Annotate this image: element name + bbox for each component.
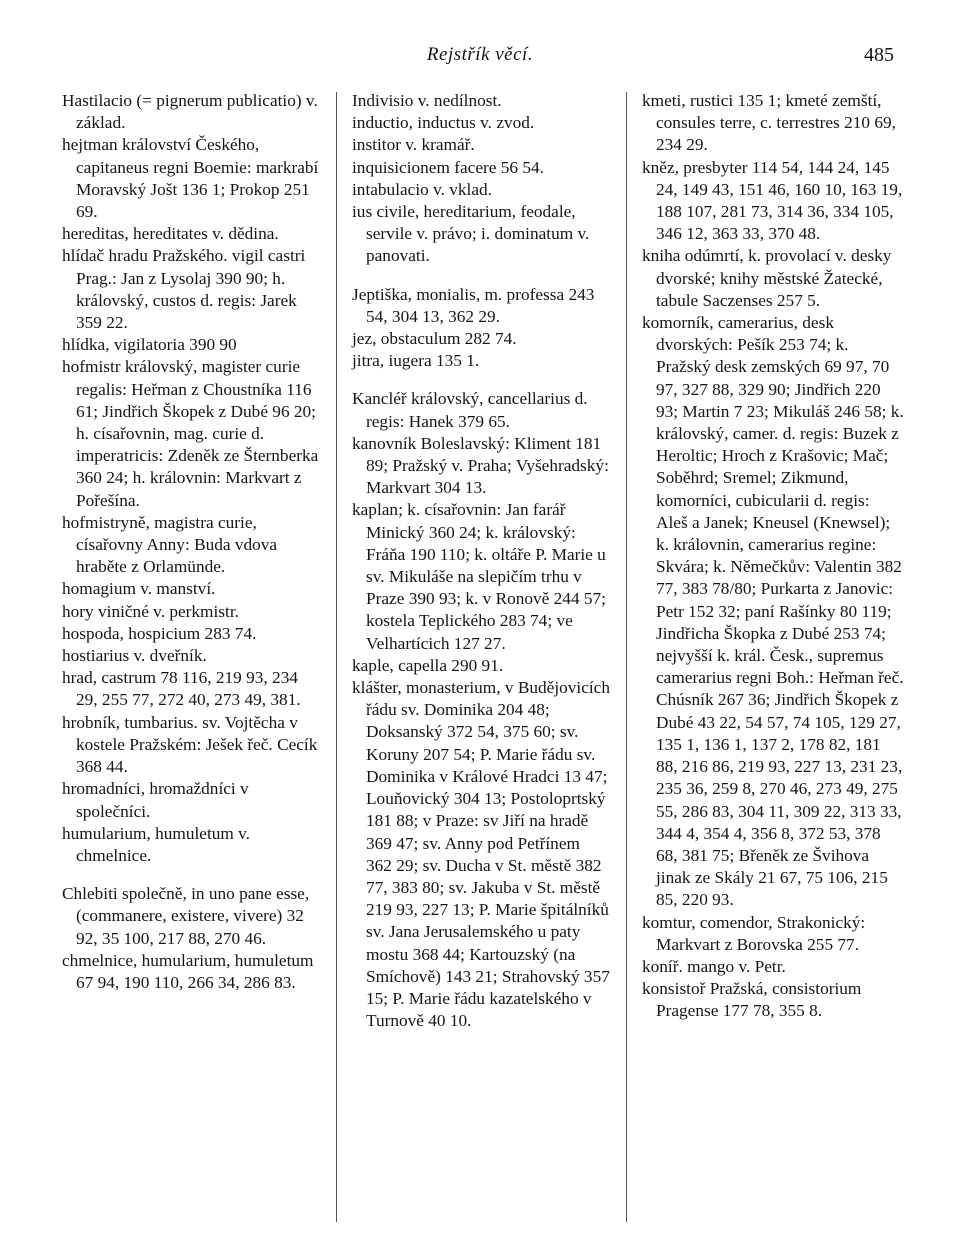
index-entry: kniha odúmrtí, k. provolací v. desky dvorské; knihy městské Žatecké, tabule Saczenses 257 5. xyxy=(642,246,892,310)
index-column-2 xyxy=(352,90,610,1032)
index-entry: hospoda, hospicium 283 74. xyxy=(62,623,257,643)
index-entry: hofmistryně, magistra curie, císařovny Anny: Buda vdova hraběte z Orlamünde. xyxy=(62,512,278,577)
index-entry: Indivisio v. nedílnost. xyxy=(352,91,502,110)
index-entry: klášter, monasterium, v Budějovicích řádu sv. Dominika 204 48; Doksanský 372 54, 375 60; sv. Koruny 207 54; P. Marie řádu sv. Dominika v Králové Hradci 13 47; Louňovický 304 13; Postoloprtský 181 88; v Praze: sv Jiří na hradě 369 47; sv. Anny pod Petřínem 362 29; sv. Ducha v St. městě 382 77, 383 80; sv. Jakuba v St. městě 219 93, 227 13; P. Marie špitálníků sv. Jana Jerusalemského u paty mostu 368 44; Kartouzský (na Smíchově) 143 21; Strahovský 357 15; P. Marie řádu kazatelského v Turnově 40 10. xyxy=(352,678,610,1031)
index-entry: chmelnice, humularium, humuletum 67 94, 190 110, 266 34, 286 83. xyxy=(62,950,314,992)
index-entry: hostiarius v. dveřník. xyxy=(62,646,207,666)
index-entry: ius civile, hereditarium, feodale, servile v. právo; i. dominatum v. panovati. xyxy=(352,202,590,266)
index-entry: kněz, presbyter 114 54, 144 24, 145 24, 149 43, 151 46, 160 10, 163 19, 188 107, 281 73, 314 36, 334 105, 346 12, 363 33, 370 48. xyxy=(642,157,903,244)
index-entry: Chlebiti společně, in uno pane esse, (commanere, existere, vivere) 32 92, 35 100, 217 88, 270 46. xyxy=(62,884,310,948)
index-entry: jitra, iugera 135 1. xyxy=(352,351,480,371)
index-entry: intabulacio v. vklad. xyxy=(352,179,492,199)
index-entry: kaplan; k. císařovnin: Jan farář Minický 360 24; k. královský: Fráňa 190 110; k. oltáře P. Marie u sv. Mikuláše na slepičím trhu v Praze 390 93; k. v Ronově 244 57; kostela Teplického 283 74; ve Velhartícich 127 27. xyxy=(352,500,606,653)
index-column-1 xyxy=(62,90,320,994)
index-entry: koníř. mango v. Petr. xyxy=(642,956,786,976)
index-entry: Jeptiška, monialis, m. professa 243 54, 304 13, 362 29. xyxy=(352,284,595,326)
index-entry: hrad, castrum 78 116, 219 93, 234 29, 255 77, 272 40, 273 49, 381. xyxy=(62,668,301,710)
index-entry: hofmistr královský, magister curie regalis: Heřman z Choustníka 116 61; Jindřich Škopek z Dubé 96 20; h. císařovnin, mag. curie d. imperatricis: Zdeněk ze Šternberka 360 24; h. královnin: Markvart z Pořešína. xyxy=(62,357,319,510)
index-entry: hlídka, vigilatoria 390 90 xyxy=(62,335,237,355)
index-entry: hromadníci, hromaždníci v společníci. xyxy=(62,779,249,821)
index-entry: Hastilacio (= pignerum publicatio) v. základ. xyxy=(62,91,318,133)
index-entry: kaple, capella 290 91. xyxy=(352,655,504,675)
column-rule xyxy=(336,92,337,1222)
running-head-title: Rejstřík věcí. xyxy=(426,44,534,65)
index-entry: inquisicionem facere 56 54. xyxy=(352,157,544,177)
index-entry: hereditas, hereditates v. dědina. xyxy=(62,224,279,244)
running-head xyxy=(0,44,960,74)
index-entry: humularium, humuletum v. chmelnice. xyxy=(62,823,250,865)
index-entry: kanovník Boleslavský: Kliment 181 89; Pražský v. Praha; Vyšehradský: Markvart 304 13. xyxy=(352,433,609,498)
index-entry: hejtman království Českého, capitaneus regni Boemie: markrabí Moravský Jošt 136 1; Prokop 251 69. xyxy=(62,135,319,222)
index-entry: komorník, camerarius, desk dvorských: Pešík 253 74; k. Pražský desk zemských 69 97, 70 97, 327 88, 329 90; Jindřich 220 93; Martin 7 23; Mikuláš 246 58; k. královský, camer. d. regis: Buzek z Heroltic; Hroch z Krašovic; Mač; Soběhrd; Sremel; Zikmund, komorníci, cubicularii d. regis: Aleš a Janek; Kneusel (Knewsel); k. královnin, camerarius regine: Skvára; k. Němečkův: Valentin 382 77, 383 78/80; Purkarta z Janovic: Petr 152 32; paní Rašínky 80 119; Jindřicha Škopka z Dubé 253 74; nejvyšší k. král. Česk., supremus camerarius regni Boh.: Heřman řeč. Chúsník 267 36; Jindřich Škopek z Dubé 43 22, 54 57, 74 105, 129 27, 135 1, 136 1, 137 2, 178 82, 181 88, 216 86, 219 93, 227 13, 231 23, 235 36, 259 8, 270 46, 273 49, 275 55, 286 83, 304 11, 309 22, 313 33, 344 4, 354 4, 356 8, 372 53, 378 68, 381 75; Břeněk ze Švihova jinak ze Skály 21 67, 75 106, 215 85, 220 93. xyxy=(642,313,904,910)
index-entry: hrobník, tumbarius. sv. Vojtěcha v kostele Pražském: Ješek řeč. Cecík 368 44. xyxy=(62,712,318,777)
index-entry: komtur, comendor, Strakonický: Markvart z Borovska 255 77. xyxy=(642,912,866,954)
index-entry: kmeti, rustici 135 1; kmeté zemští, consules terre, c. terrestres 210 69, 234 29. xyxy=(642,91,896,155)
page-number: 485 xyxy=(864,44,894,66)
index-entry: institor v. kramář. xyxy=(352,135,475,155)
index-entry: homagium v. manství. xyxy=(62,579,216,599)
index-entry: inductio, inductus v. zvod. xyxy=(352,113,535,133)
index-entry: hlídač hradu Pražského. vigil castri Prag.: Jan z Lysolaj 390 90; h. královský, custos d. regis: Jarek 359 22. xyxy=(62,246,306,333)
index-column-3 xyxy=(642,90,904,1023)
column-rule xyxy=(626,92,627,1222)
index-entry: jez, obstaculum 282 74. xyxy=(352,329,517,349)
index-entry: Kancléř královský, cancellarius d. regis: Hanek 379 65. xyxy=(352,389,588,431)
index-entry: hory viničné v. perkmistr. xyxy=(62,601,239,621)
index-entry: konsistoř Pražská, consistorium Pragense 177 78, 355 8. xyxy=(642,979,862,1021)
